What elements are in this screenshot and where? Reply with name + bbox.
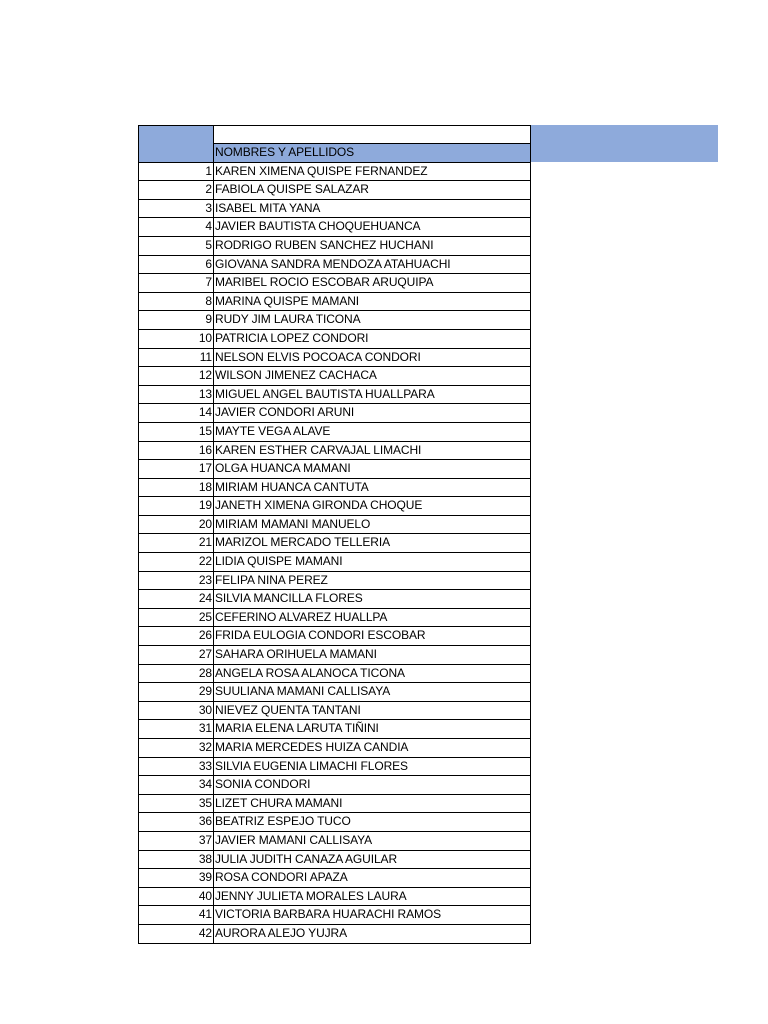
row-number-cell[interactable]: 13 (139, 385, 214, 404)
table-row (139, 422, 531, 441)
table-row (139, 385, 531, 404)
name-cell[interactable]: MARIA ELENA LARUTA TIÑINI (214, 720, 531, 739)
table-row (139, 646, 531, 665)
name-cell[interactable]: LIZET CHURA MAMANI (214, 794, 531, 813)
row-number-cell[interactable]: 39 (139, 869, 214, 888)
table-row (139, 329, 531, 348)
table-row (139, 311, 531, 330)
name-cell[interactable]: ISABEL MITA YANA (214, 199, 531, 218)
row-number-cell[interactable]: 15 (139, 422, 214, 441)
table-row (139, 460, 531, 479)
row-number-cell[interactable]: 28 (139, 664, 214, 683)
name-cell[interactable]: SUULIANA MAMANI CALLISAYA (214, 683, 531, 702)
table-row (139, 924, 531, 943)
table-row (139, 701, 531, 720)
row-number-cell[interactable]: 31 (139, 720, 214, 739)
name-cell[interactable]: LIDIA QUISPE MAMANI (214, 553, 531, 572)
name-cell[interactable]: MARINA QUISPE MAMANI (214, 292, 531, 311)
table-row (139, 739, 531, 758)
table-row (139, 218, 531, 237)
row-number-cell[interactable]: 22 (139, 553, 214, 572)
name-cell[interactable]: JENNY JULIETA MORALES LAURA (214, 887, 531, 906)
table-row (139, 608, 531, 627)
row-number-cell[interactable]: 20 (139, 515, 214, 534)
row-number-cell[interactable]: 3 (139, 199, 214, 218)
header-fill-band (528, 125, 718, 162)
name-cell[interactable]: BEATRIZ ESPEJO TUCO (214, 813, 531, 832)
header-name-column[interactable]: NOMBRES Y APELLIDOS (214, 144, 531, 163)
row-number-cell[interactable]: 42 (139, 924, 214, 943)
table-row (139, 181, 531, 200)
name-cell[interactable]: ANGELA ROSA ALANOCA TICONA (214, 664, 531, 683)
row-number-cell[interactable]: 27 (139, 646, 214, 665)
name-cell[interactable]: MARIA MERCEDES HUIZA CANDIA (214, 739, 531, 758)
names-table (138, 125, 531, 944)
row-number-cell[interactable]: 29 (139, 683, 214, 702)
table-row (139, 274, 531, 293)
table-row (139, 906, 531, 925)
row-number-cell[interactable]: 9 (139, 311, 214, 330)
row-number-cell[interactable]: 6 (139, 255, 214, 274)
table-row (139, 720, 531, 739)
name-cell[interactable]: SILVIA EUGENIA LIMACHI FLORES (214, 757, 531, 776)
name-cell[interactable]: JAVIER BAUTISTA CHOQUEHUANCA (214, 218, 531, 237)
row-number-cell[interactable]: 38 (139, 850, 214, 869)
name-cell[interactable]: NELSON ELVIS POCOACA CONDORI (214, 348, 531, 367)
header-row-top (139, 126, 531, 144)
name-cell[interactable]: CEFERINO ALVAREZ HUALLPA (214, 608, 531, 627)
name-cell[interactable]: MIRIAM HUANCA CANTUTA (214, 478, 531, 497)
row-number-cell[interactable]: 18 (139, 478, 214, 497)
row-number-cell[interactable]: 21 (139, 534, 214, 553)
table-row (139, 776, 531, 795)
name-cell[interactable]: ROSA CONDORI APAZA (214, 869, 531, 888)
table-row (139, 348, 531, 367)
table-row (139, 831, 531, 850)
name-cell[interactable]: WILSON JIMENEZ CACHACA (214, 367, 531, 386)
table-row (139, 887, 531, 906)
table-row (139, 515, 531, 534)
table-row (139, 571, 531, 590)
table-row (139, 236, 531, 255)
header-number-cell[interactable] (139, 126, 214, 144)
name-cell[interactable]: MAYTE VEGA ALAVE (214, 422, 531, 441)
row-number-cell[interactable]: 26 (139, 627, 214, 646)
name-cell[interactable]: FABIOLA QUISPE SALAZAR (214, 181, 531, 200)
table-row (139, 627, 531, 646)
row-number-cell[interactable]: 34 (139, 776, 214, 795)
row-number-cell[interactable]: 14 (139, 404, 214, 423)
table-row (139, 683, 531, 702)
row-number-cell[interactable]: 32 (139, 739, 214, 758)
table-row (139, 534, 531, 553)
row-number-cell[interactable]: 8 (139, 292, 214, 311)
row-number-cell[interactable]: 25 (139, 608, 214, 627)
table-row (139, 664, 531, 683)
row-number-cell[interactable]: 23 (139, 571, 214, 590)
name-cell[interactable]: FRIDA EULOGIA CONDORI ESCOBAR (214, 627, 531, 646)
row-number-cell[interactable]: 37 (139, 831, 214, 850)
name-cell[interactable]: NIEVEZ QUENTA TANTANI (214, 701, 531, 720)
row-number-cell[interactable]: 12 (139, 367, 214, 386)
name-cell[interactable]: AURORA ALEJO YUJRA (214, 924, 531, 943)
name-cell[interactable]: SONIA CONDORI (214, 776, 531, 795)
name-cell[interactable]: KAREN ESTHER CARVAJAL LIMACHI (214, 441, 531, 460)
row-number-cell[interactable]: 19 (139, 497, 214, 516)
table-row (139, 497, 531, 516)
name-cell[interactable]: MARIBEL ROCIO ESCOBAR ARUQUIPA (214, 274, 531, 293)
row-number-cell[interactable]: 41 (139, 906, 214, 925)
table-row (139, 162, 531, 181)
row-number-cell[interactable]: 24 (139, 590, 214, 609)
table-row (139, 441, 531, 460)
name-cell[interactable]: RODRIGO RUBEN SANCHEZ HUCHANI (214, 236, 531, 255)
row-number-cell[interactable]: 16 (139, 441, 214, 460)
row-number-cell[interactable]: 17 (139, 460, 214, 479)
name-cell[interactable]: KAREN XIMENA QUISPE FERNANDEZ (214, 162, 531, 181)
table-row (139, 869, 531, 888)
name-cell[interactable]: SILVIA MANCILLA FLORES (214, 590, 531, 609)
header-blank-cell[interactable] (214, 126, 531, 144)
name-cell[interactable]: RUDY JIM LAURA TICONA (214, 311, 531, 330)
table-row (139, 757, 531, 776)
name-cell[interactable]: SAHARA ORIHUELA MAMANI (214, 646, 531, 665)
table-row (139, 478, 531, 497)
name-cell[interactable]: JAVIER CONDORI ARUNI (214, 404, 531, 423)
table-row (139, 553, 531, 572)
row-number-cell[interactable]: 10 (139, 329, 214, 348)
row-number-cell[interactable]: 2 (139, 181, 214, 200)
table-row (139, 292, 531, 311)
row-number-cell[interactable]: 4 (139, 218, 214, 237)
row-number-cell[interactable]: 30 (139, 701, 214, 720)
row-number-cell[interactable]: 11 (139, 348, 214, 367)
table-row (139, 255, 531, 274)
row-number-cell[interactable]: 7 (139, 274, 214, 293)
name-cell[interactable]: OLGA HUANCA MAMANI (214, 460, 531, 479)
name-cell[interactable]: GIOVANA SANDRA MENDOZA ATAHUACHI (214, 255, 531, 274)
row-number-cell[interactable]: 5 (139, 236, 214, 255)
table-row (139, 794, 531, 813)
table-row (139, 813, 531, 832)
header-row (139, 144, 531, 163)
name-cell[interactable]: FELIPA NINA PEREZ (214, 571, 531, 590)
row-number-cell[interactable]: 36 (139, 813, 214, 832)
name-cell[interactable]: PATRICIA LOPEZ CONDORI (214, 329, 531, 348)
name-cell[interactable]: VICTORIA BARBARA HUARACHI RAMOS (214, 906, 531, 925)
table-row (139, 367, 531, 386)
name-cell[interactable]: JANETH XIMENA GIRONDA CHOQUE (214, 497, 531, 516)
header-number-cell-lower[interactable] (139, 144, 214, 163)
table-row (139, 199, 531, 218)
table-row (139, 590, 531, 609)
row-number-cell[interactable]: 35 (139, 794, 214, 813)
table-row (139, 850, 531, 869)
name-cell[interactable]: MIRIAM MAMANI MANUELO (214, 515, 531, 534)
table-row (139, 404, 531, 423)
row-number-cell[interactable]: 40 (139, 887, 214, 906)
name-cell[interactable]: JAVIER MAMANI CALLISAYA (214, 831, 531, 850)
row-number-cell[interactable]: 33 (139, 757, 214, 776)
row-number-cell[interactable]: 1 (139, 162, 214, 181)
name-cell[interactable]: MIGUEL ANGEL BAUTISTA HUALLPARA (214, 385, 531, 404)
name-cell[interactable]: MARIZOL MERCADO TELLERIA (214, 534, 531, 553)
name-cell[interactable]: JULIA JUDITH CANAZA AGUILAR (214, 850, 531, 869)
